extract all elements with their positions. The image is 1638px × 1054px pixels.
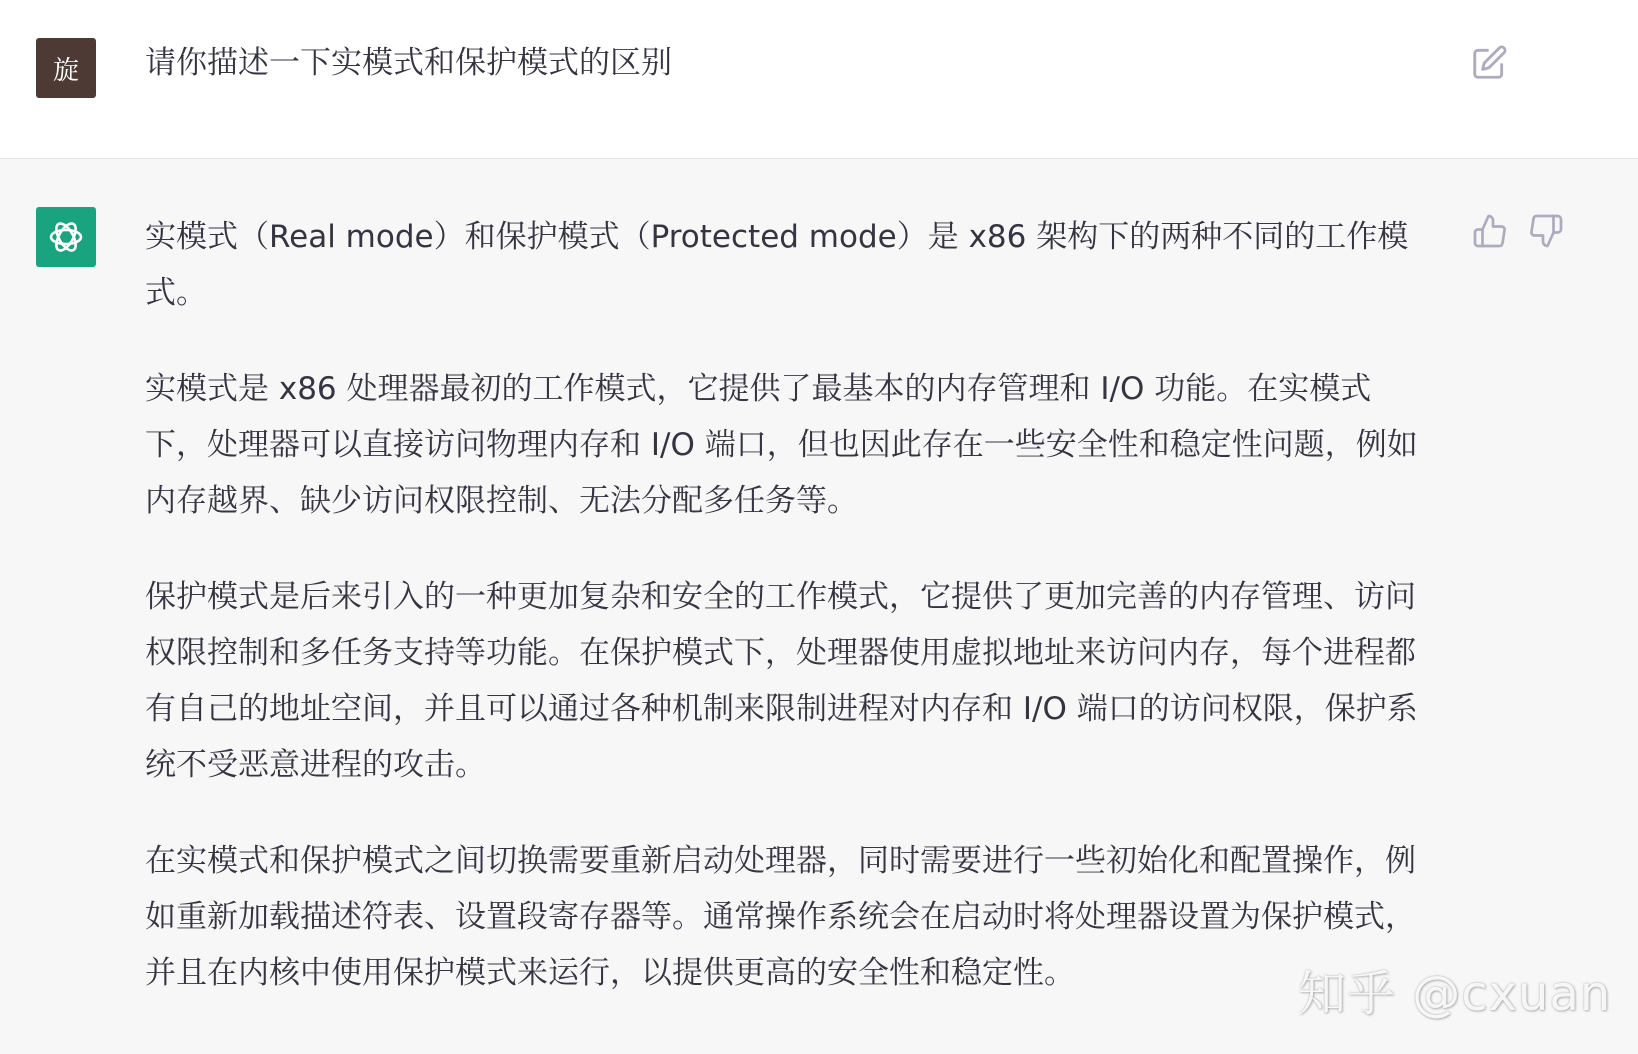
user-avatar: 旋 — [36, 38, 96, 98]
watermark: 知乎 @cxuan — [1298, 966, 1612, 1022]
answer-paragraph: 实模式（Real mode）和保护模式（Protected mode）是 x86 架构下的两种不同的工作模式。 — [145, 219, 1409, 311]
answer-paragraph: 保护模式是后来引入的一种更加复杂和安全的工作模式，它提供了更加完善的内存管理、访问权限控制和多任务支持等功能。在保护模式下，处理器使用虚拟地址来访问内存，每个进程都有自己的地址空间，并且可以通过各种机制来限制进程对内存和 I/O 端口的访问权限，保护系统不受恶意进程的攻击。 — [145, 579, 1418, 783]
edit-icon[interactable] — [1470, 44, 1508, 82]
user-message-row — [0, 0, 1638, 159]
answer-paragraph: 实模式是 x86 处理器最初的工作模式，它提供了最基本的内存管理和 I/O 功能。在实模式下，处理器可以直接访问物理内存和 I/O 端口，但也因此存在一些安全性和稳定性问题，例如内存越界、缺少访问权限控制、无法分配多任务等。 — [145, 371, 1418, 519]
thumbs-down-icon[interactable] — [1528, 213, 1564, 249]
assistant-avatar — [36, 207, 96, 267]
thumbs-up-icon[interactable] — [1472, 213, 1508, 249]
user-message-text: 请你描述一下实模式和保护模式的区别 — [145, 45, 672, 81]
assistant-message-row — [0, 159, 1638, 1054]
answer-paragraph: 在实模式和保护模式之间切换需要重新启动处理器，同时需要进行一些初始化和配置操作，例如重新加载描述符表、设置段寄存器等。通常操作系统会在启动时将处理器设置为保护模式，并且在内核中使用保护模式来运行，以提供更高的安全性和稳定性。 — [145, 843, 1416, 991]
assistant-answer — [145, 209, 1430, 1041]
openai-logo-icon — [46, 217, 86, 257]
